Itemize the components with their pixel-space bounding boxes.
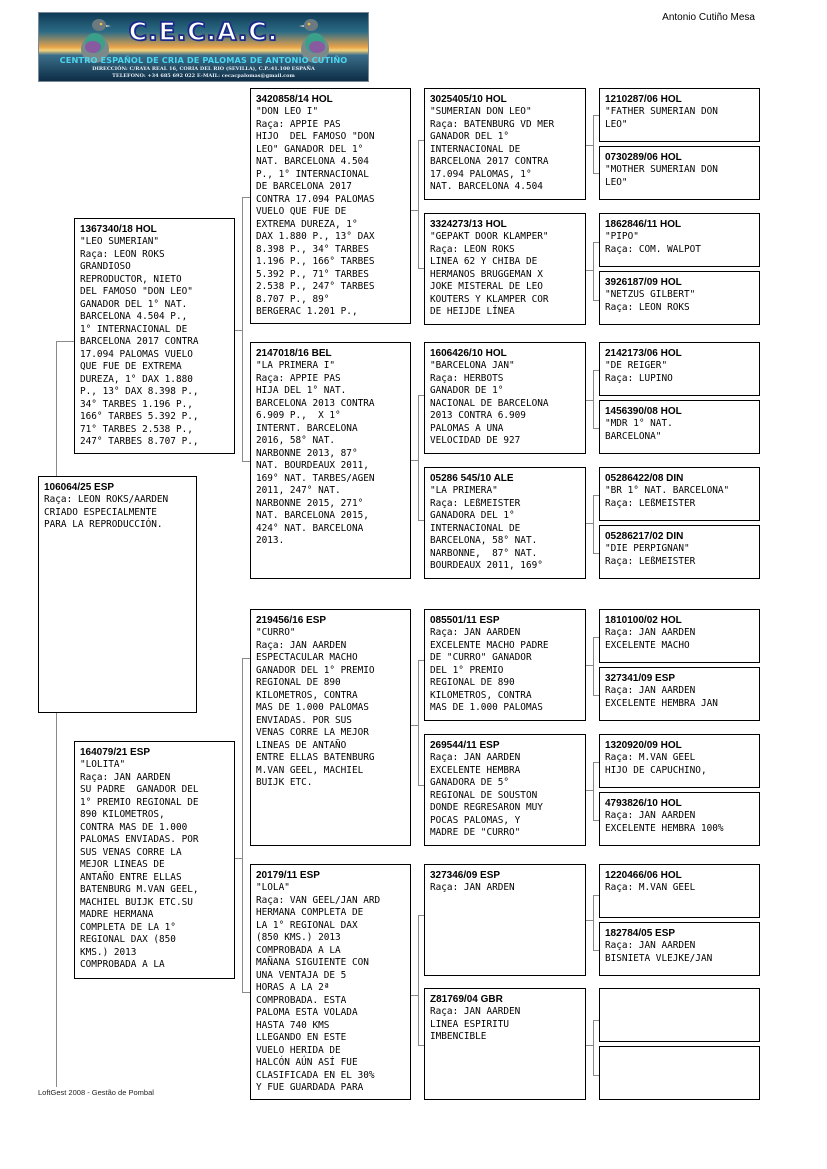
pigeon-detail-line: 2.538 P., 247° TARBES <box>256 281 375 292</box>
pigeon-detail-line: COMPLETA DE LA 1° <box>80 921 176 933</box>
pigeon-detail-line: MAS DE 1.000 PALOMAS <box>430 702 543 713</box>
pigeon-detail-line: Raça: COM. WALPOT <box>605 243 701 255</box>
pigeon-detail-line: P., 13° DAX 8.398 P., <box>80 386 199 397</box>
pigeon-detail-line: LINEA ESPIRITU <box>430 1018 510 1030</box>
pigeon-detail-line: IMBENCIBLE <box>430 1031 487 1042</box>
pigeon-detail-line: EXCELENTE MACHO PADRE <box>430 639 549 651</box>
pigeon-card-ssdd[interactable] <box>599 271 760 325</box>
pigeon-detail-line: Raça: JAN AARDEN <box>256 639 347 651</box>
ring-number: 0730289/06 HOL <box>605 152 682 163</box>
pigeon-detail-line: Raça: LEON ROKS/AARDEN <box>44 494 169 505</box>
pigeon-card-ssds[interactable] <box>599 213 760 267</box>
pigeon-detail-line: Raça: JAN ARDEN <box>430 882 515 893</box>
pigeon-detail-line: HIJA DEL 1° NAT. <box>256 385 347 396</box>
pigeon-detail-line: POCAS PALOMAS, Y <box>430 814 521 826</box>
pigeon-detail-line: 169° NAT. TARBES/AGEN <box>256 472 375 484</box>
pigeon-detail-line: Raça: LEßMEISTER <box>605 497 696 509</box>
pigeon-detail-line: Raça: JAN AARDEN <box>430 627 521 638</box>
pigeon-detail-line: NAT. BARCELONA 2015, <box>256 510 369 521</box>
pigeon-detail-line: Raça: HERBOTS <box>430 372 504 384</box>
pigeon-card-dss[interactable] <box>424 609 586 721</box>
pigeon-detail-line: LEO" GANADOR DEL 1° <box>256 143 364 155</box>
pigeon-detail-line: 71° TARBES 2.538 P., <box>80 423 193 435</box>
ring-number: 182784/05 ESP <box>605 928 676 939</box>
owner-name: Antonio Cutiño Mesa <box>662 12 755 23</box>
pigeon-detail-line: UNA VENTAJA DE 5 <box>256 969 347 981</box>
pigeon-card-sdsd[interactable] <box>599 400 760 454</box>
pigeon-detail-line: Raça: JAN AARDEN <box>605 810 696 821</box>
pigeon-detail-line: EXCELENTE HEMBRA <box>430 764 521 776</box>
pigeon-detail-line: "LOLITA" <box>80 759 126 770</box>
pigeon-card-dam-dam[interactable] <box>250 864 411 1100</box>
pigeon-detail-line: 2011, 247° NAT. <box>256 485 341 496</box>
pigeon-detail-line: PARA LA REPRODUCCIÓN. <box>44 519 163 530</box>
pigeon-detail-line: 2016, 58° NAT. <box>256 435 336 446</box>
ring-number: Z81769/04 GBR <box>430 994 503 1005</box>
pigeon-detail-line: ANTAÑO ENTRE ELLAS <box>80 871 182 883</box>
pigeon-detail-line: EXCELENTE MACHO <box>605 639 690 651</box>
pigeon-detail-line: 17.094 PALOMAS VUELO <box>80 348 193 360</box>
pigeon-detail-line: MEJOR LINEAS DE <box>80 859 165 870</box>
ring-number: 05286217/02 DIN <box>605 531 684 542</box>
pigeon-detail-line: ENTRE ELLAS BATENBURG <box>256 752 375 763</box>
pigeon-detail-line: EXCELENTE HEMBRA JAN <box>605 697 718 709</box>
pigeon-detail-line: BOURDEAUX 2011, 169° <box>430 560 543 571</box>
pigeon-card-dam-sire[interactable] <box>250 609 411 846</box>
pigeon-detail-line: "NETZUS GILBERT" <box>605 289 696 300</box>
pigeon-card-sire-dam[interactable] <box>250 342 411 579</box>
pigeon-detail-line: Raça: JAN AARDEN <box>80 771 171 783</box>
pigeon-detail-line: BARCELONA" <box>605 430 662 442</box>
pigeon-detail-line: MAS DE 1.000 PALOMAS <box>256 702 369 713</box>
pigeon-detail-line: KMS.) 2013 <box>80 946 137 958</box>
ring-number: 1220466/06 HOL <box>605 870 682 881</box>
pigeon-card-ssss[interactable] <box>599 88 760 142</box>
pigeon-detail-line: DEL 1° PREMIO <box>430 664 504 676</box>
pigeon-detail-line: GANADOR DEL 1° NAT. <box>80 298 188 310</box>
pigeon-detail-line: 8.707 P., 89° <box>256 293 330 305</box>
pigeon-detail-line: REGIONAL DE 890 <box>256 677 341 688</box>
pigeon-card-dsdd[interactable] <box>599 792 760 846</box>
pigeon-card-sddd[interactable] <box>599 525 760 579</box>
pigeon-detail-line: EXCELENTE HEMBRA 100% <box>605 822 724 834</box>
pigeon-detail-line: "PIPO" <box>605 231 639 242</box>
pigeon-detail-line: PALOMAS ENVIADAS. POR <box>80 834 199 845</box>
pigeon-detail-line: Raça: LEON ROKS <box>80 248 165 260</box>
pigeon-detail-line: NARBONNE 2015, 271° <box>256 497 364 509</box>
pigeon-card-dsds[interactable] <box>599 734 760 788</box>
pigeon-detail-line: 247° TARBES 8.707 P., <box>80 436 199 447</box>
pigeon-detail-line: HIJO DEL FAMOSO "DON <box>256 131 375 142</box>
pigeon-detail-line: HORAS A LA 2ª <box>256 982 330 993</box>
ring-number: 219456/16 ESP <box>256 615 327 626</box>
pigeon-detail-line: "LEO SUMERIAN" <box>80 236 160 247</box>
pigeon-detail-line: "CURRO" <box>256 627 296 638</box>
pigeon-detail-line: "BR 1° NAT. BARCELONA" <box>605 485 730 496</box>
pigeon-detail-line: EXTREMA DUREZA, 1° <box>256 218 358 230</box>
pigeon-card-sdd[interactable] <box>424 467 586 579</box>
pigeon-detail-line: BARCELONA 2013 CONTRA <box>256 397 375 409</box>
pigeon-detail-line: DE "CURRO" GANADOR <box>430 652 532 663</box>
pigeon-card-dds[interactable] <box>424 864 586 976</box>
pigeon-card-ddd[interactable] <box>424 988 586 1100</box>
pigeon-detail-line: CRIADO ESPECIALMENTE <box>44 506 157 518</box>
ring-number: 085501/11 ESP <box>430 615 500 626</box>
pigeon-detail-line: M.VAN GEEL, MACHIEL <box>256 764 364 776</box>
ring-number: 1456390/08 HOL <box>605 406 682 417</box>
pigeon-detail-line: DUREZA, 1° DAX 1.880 <box>80 373 193 385</box>
pigeon-detail-line: CONTRA 17.094 PALOMAS <box>256 193 375 205</box>
pigeon-detail-line: LINEAS DE ANTAÑO <box>256 739 347 751</box>
pigeon-detail-line: 1° INTERNACIONAL DE <box>80 323 188 335</box>
pigeon-detail-line: 890 KILOMETROS, <box>80 809 165 820</box>
pigeon-detail-line: REGIONAL DAX (850 <box>80 934 176 945</box>
pigeon-detail-line: COMPROBADA. ESTA <box>256 994 347 1006</box>
pigeon-detail-line: HASTA 740 KMS <box>256 1019 330 1031</box>
pigeon-detail-line: HALCÓN AÚN ASÍ FUE <box>256 1057 358 1068</box>
pigeon-card-dam[interactable] <box>74 741 235 979</box>
pigeon-detail-line: PALOMA ESTA VOLADA <box>256 1007 358 1018</box>
pigeon-detail-line: Raça: JAN AARDEN <box>605 940 696 951</box>
pigeon-card-sire[interactable] <box>74 218 235 454</box>
pigeon-detail-line: REGIONAL DE SOUSTON <box>430 789 538 801</box>
pigeon-card-sdds[interactable] <box>599 467 760 521</box>
pigeon-detail-line: Raça: VAN GEEL/JAN ARD <box>256 894 381 906</box>
pigeon-detail-line: "BARCELONA JAN" <box>430 360 515 371</box>
pigeon-detail-line: BARCELONA 2017 CONTRA <box>430 156 549 167</box>
ring-number: 1210287/06 HOL <box>605 94 682 105</box>
logo-title: C.E.C.A.C. <box>128 17 279 46</box>
logo-address: DIRECCIÓN: C/RAYA REAL 16, CORIA DEL RIO (SEVILLA), C.P.:41.100 ESPAÑA <box>92 66 315 72</box>
pigeon-detail-line: KILOMETROS, CONTRA <box>256 689 358 701</box>
ring-number: 269544/11 ESP <box>430 740 500 751</box>
pigeon-detail-line: 166° TARBES 5.392 P., <box>80 411 199 422</box>
pigeon-detail-line: "LA PRIMERA" <box>430 485 498 496</box>
pigeon-detail-line: ENVIADAS. POR SUS <box>256 714 352 726</box>
ring-number: 327346/09 ESP <box>430 870 501 881</box>
pigeon-detail-line: Raça: JAN AARDEN <box>605 685 696 696</box>
pigeon-detail-line: NAT. BOURDEAUX 2011, <box>256 460 369 471</box>
pigeon-detail-line: PALOMAS A UNA <box>430 422 504 434</box>
pigeon-detail-line: 2013. <box>256 535 285 546</box>
pigeon-detail-line: DEL FAMOSO "DON LEO" <box>80 286 193 297</box>
ring-number: 106064/25 ESP <box>44 482 115 493</box>
pigeon-card-subject[interactable] <box>38 476 197 713</box>
pigeon-detail-line: Y FUE GUARDADA PARA <box>256 1082 364 1093</box>
pigeon-detail-line: INTERNACIONAL DE <box>430 522 521 534</box>
pigeon-detail-line: VUELO QUE FUE DE <box>256 206 347 217</box>
pigeon-detail-line: BARCELONA 2017 CONTRA <box>80 336 199 347</box>
pigeon-detail-line: Raça: LEßMEISTER <box>605 555 696 567</box>
pigeon-detail-line: MADRE DE "CURRO" <box>430 827 521 838</box>
pigeon-detail-line: COMPROBADA A LA <box>256 944 341 956</box>
pigeon-detail-line: "GEPAKT DOOR KLAMPER" <box>430 231 549 242</box>
pigeon-detail-line: 8.398 P., 34° TARBES <box>256 243 369 255</box>
pigeon-detail-line: MADRE HERMANA <box>80 909 154 920</box>
cecac-logo <box>38 12 369 82</box>
pigeon-detail-line: INTERNACIONAL DE <box>430 143 521 155</box>
ring-number: 3025405/10 HOL <box>430 94 507 105</box>
pigeon-detail-line: "MDR 1° NAT. <box>605 418 673 429</box>
pigeon-detail-line: VELOCIDAD DE 927 <box>430 435 521 446</box>
pigeon-detail-line: Raça: M.VAN GEEL <box>605 882 696 893</box>
pigeon-detail-line: SU PADRE GANADOR DEL <box>80 784 199 795</box>
pigeon-detail-line: BARCELONA 4.504 P., <box>80 311 188 322</box>
pigeon-detail-line: 2013 CONTRA 6.909 <box>430 410 526 421</box>
ring-number: 3324273/13 HOL <box>430 219 507 230</box>
ring-number: 05286422/08 DIN <box>605 473 684 484</box>
pigeon-detail-line: MAÑANA SIGUIENTE CON <box>256 957 369 968</box>
pigeon-card-ddsd[interactable] <box>599 922 760 976</box>
pigeon-detail-line: JOKE MISTERAL DE LEO <box>430 281 543 292</box>
pigeon-detail-line: GANADORA DEL 1° <box>430 510 515 521</box>
ring-number: 1606426/10 HOL <box>430 348 507 359</box>
pigeon-card-dssd[interactable] <box>599 667 760 721</box>
pigeon-detail-line: 5.392 P., 71° TARBES <box>256 268 369 280</box>
pigeon-detail-line: Raça: JAN AARDEN <box>430 1006 521 1017</box>
pigeon-detail-line: 34° TARBES 1.196 P., <box>80 398 193 410</box>
pigeon-detail-line: KOUTERS Y KLAMPER COR <box>430 293 549 305</box>
ring-number: 327341/09 ESP <box>605 673 676 684</box>
pigeon-detail-line: BERGERAC 1.201 P., <box>256 306 358 317</box>
ring-number: 1367340/18 HOL <box>80 224 157 235</box>
pigeon-detail-line: HIJO DE CAPUCHINO, <box>605 764 707 776</box>
pigeon-detail-line: VENAS CORRE LA MEJOR <box>256 727 369 738</box>
pigeon-detail-line: Raça: BATENBURG VD MER <box>430 118 555 130</box>
pigeon-detail-line: LINEA 62 Y CHIBA DE <box>430 256 538 267</box>
pigeon-detail-line: HERMANA COMPLETA DE <box>256 907 364 918</box>
ring-number: 20179/11 ESP <box>256 870 320 881</box>
pigeon-detail-line: VUELO HERIDA DE <box>256 1044 341 1056</box>
pigeon-card-dsss[interactable] <box>599 609 760 663</box>
pigeon-detail-line: "DON LEO I" <box>256 106 319 117</box>
pigeon-detail-line: BATENBURG M.VAN GEEL, <box>80 884 199 895</box>
pigeon-card-sdss[interactable] <box>599 342 760 396</box>
pigeon-detail-line: Raça: M.VAN GEEL <box>605 752 696 763</box>
pigeon-detail-line: "DE REIGER" <box>605 360 668 371</box>
pigeon-detail-line: LA 1° REGIONAL DAX <box>256 919 358 931</box>
pigeon-detail-line: REGIONAL DE 890 <box>430 677 515 688</box>
pigeon-detail-line: "LA PRIMERA I" <box>256 360 336 371</box>
pigeon-detail-line: SUS VENAS CORRE LA <box>80 846 182 858</box>
pigeon-detail-line: NAT. BARCELONA 4.504 <box>430 181 543 192</box>
pigeon-detail-line: ESPECTACULAR MACHO <box>256 652 358 663</box>
pigeon-detail-line: NAT. BARCELONA 4.504 <box>256 156 369 167</box>
pigeon-detail-line: QUE FUE DE EXTREMA <box>80 361 182 372</box>
pigeon-detail-line: "FATHER SUMERIAN DON <box>605 106 718 117</box>
pigeon-detail-line: DAX 1.880 P., 13° DAX <box>256 231 375 242</box>
pigeon-detail-line: NARBONNE, 87° NAT. <box>430 547 538 559</box>
pigeon-detail-line: LEO" <box>605 176 628 188</box>
logo-contact: TELEFONO: +34 685 692 022 E-MAIL: cecacpalomas@gmail.com <box>112 73 295 79</box>
pigeon-detail-line: Raça: LEON ROKS <box>605 301 690 313</box>
ring-number: 1862846/11 HOL <box>605 219 682 230</box>
ring-number: 2142173/06 HOL <box>605 348 682 359</box>
pigeon-detail-line: CLASIFICADA EN EL 30% <box>256 1069 375 1081</box>
pigeon-detail-line: 1.196 P., 166° TARBES <box>256 256 375 267</box>
pigeon-detail-line: COMPROBADA A LA <box>80 959 165 970</box>
ring-number: 3926187/09 HOL <box>605 277 682 288</box>
logo-subtitle: CENTRO ESPAÑOL DE CRIA DE PALOMAS DE ANTONIO CUTIÑO <box>59 55 348 65</box>
ring-number: 1320920/09 HOL <box>605 740 682 751</box>
pigeon-detail-line: GANADORA DE 5° <box>430 777 510 788</box>
pigeon-card-sss[interactable] <box>424 88 586 200</box>
pigeon-detail-line: Raça: APPIE PAS <box>256 372 341 384</box>
pigeon-detail-line: HERMANOS BRUGGEMAN X <box>430 268 543 280</box>
pigeon-card-sds[interactable] <box>424 342 586 454</box>
pigeon-detail-line: DE HEIJDE LÍNEA <box>430 306 515 317</box>
pigeon-detail-line: GANADOR DEL 1° <box>430 131 510 142</box>
pigeon-detail-line: 1° PREMIO REGIONAL DE <box>80 796 199 808</box>
ring-number: 3420858/14 HOL <box>256 94 333 105</box>
pigeon-detail-line: LEO" <box>605 118 628 130</box>
footer-credit: LoftGest 2008 - Gestão de Pombal <box>38 1088 154 1097</box>
ring-number: 1810100/02 HOL <box>605 615 682 626</box>
pigeon-detail-line: Raça: APPIE PAS <box>256 118 341 130</box>
pigeon-detail-line: "MOTHER SUMERIAN DON <box>605 164 718 175</box>
pigeon-card-sire-sire[interactable] <box>250 88 411 324</box>
pigeon-detail-line: CONTRA MAS DE 1.000 <box>80 821 188 833</box>
pigeon-detail-line: Raça: LEON ROKS <box>430 243 515 255</box>
ring-number: 4793826/10 HOL <box>605 798 682 809</box>
pigeon-card-dsd[interactable] <box>424 734 586 846</box>
pigeon-detail-line: REPRODUCTOR, NIETO <box>80 273 182 285</box>
pigeon-detail-line: GRANDIOSO <box>80 261 131 272</box>
pigeon-detail-line: BISNIETA VLEJKE/JAN <box>605 952 713 964</box>
pigeon-detail-line: MACHIEL BUIJK ETC.SU <box>80 896 193 908</box>
pigeon-detail-line: P., 1° INTERNACIONAL <box>256 168 369 180</box>
pigeon-detail-line: (850 KMS.) 2013 <box>256 932 341 943</box>
pigeon-detail-line: LLEGANDO EN ESTE <box>256 1032 347 1043</box>
pigeon-detail-line: "SUMERIAN DON LEO" <box>430 106 532 117</box>
pigeon-card-ssd[interactable] <box>424 213 586 325</box>
pigeon-detail-line: Raça: JAN AARDEN <box>430 752 521 763</box>
pigeon-detail-line: "LOLA" <box>256 882 290 893</box>
pigeon-card-sssd[interactable] <box>599 146 760 200</box>
pigeon-detail-line: BUIJK ETC. <box>256 777 313 788</box>
pigeon-card-ddss[interactable] <box>599 864 760 918</box>
pigeon-detail-line: INTERNT. BARCELONA <box>256 422 358 434</box>
pigeon-detail-line: 424° NAT. BARCELONA <box>256 522 364 534</box>
pigeon-detail-line: Raça: JAN AARDEN <box>605 627 696 638</box>
ring-number: 2147018/16 BEL <box>256 348 332 359</box>
pigeon-detail-line: DE BARCELONA 2017 <box>256 181 352 192</box>
pigeon-detail-line: "DIE PERPIGNAN" <box>605 543 690 554</box>
pigeon-detail-line: DONDE REGRESARON MUY <box>430 802 543 813</box>
ring-number: 164079/21 ESP <box>80 747 151 758</box>
pigeon-detail-line: GANADOR DEL 1° PREMIO <box>256 664 375 676</box>
pigeon-detail-line: GANADOR DE 1° <box>430 385 504 396</box>
pigeon-detail-line: 17.094 PALOMAS, 1° <box>430 168 532 180</box>
pigeon-card-dddd[interactable] <box>599 1046 760 1100</box>
pigeon-detail-line: NARBONNE 2013, 87° <box>256 447 358 459</box>
pigeon-detail-line: KILOMETROS, CONTRA <box>430 689 532 701</box>
pigeon-detail-line: Raça: LEßMEISTER <box>430 497 521 509</box>
pigeon-detail-line: Raça: LUPINO <box>605 372 673 384</box>
pigeon-detail-line: BARCELONA, 58° NAT. <box>430 535 538 546</box>
pigeon-detail-line: NACIONAL DE BARCELONA <box>430 397 549 409</box>
ring-number: 05286 545/10 ALE <box>430 473 514 484</box>
pigeon-card-ddds[interactable] <box>599 988 760 1042</box>
pigeon-detail-line: 6.909 P., X 1° <box>256 410 341 421</box>
